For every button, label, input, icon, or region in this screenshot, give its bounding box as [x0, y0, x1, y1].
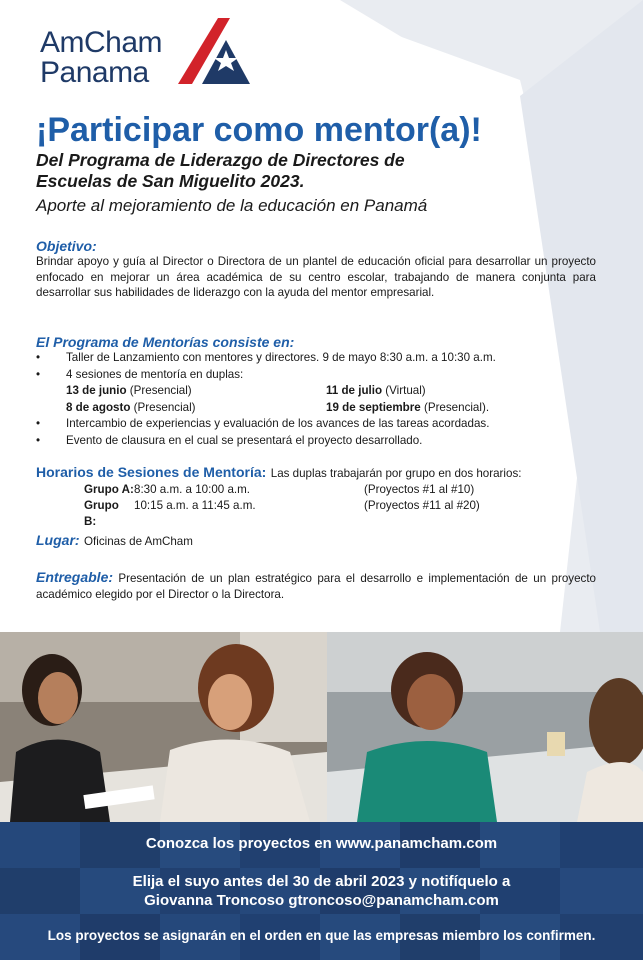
horarios-title: Horarios de Sesiones de Mentoría:	[36, 464, 267, 480]
footer-contact-line: Giovanna Troncoso gtroncoso@panamcham.com	[144, 892, 499, 909]
grupo-row: Grupo A: 8:30 a.m. a 10:00 a.m. (Proyectos #1 al #10)	[84, 483, 475, 496]
entregable-text: Presentación de un plan estratégico para el desarrollo e implementación de un proyecto académico elegido por el Director o la Directora.	[36, 572, 596, 601]
logo-text-line1: AmCham	[40, 26, 163, 59]
page-title: ¡Participar como mentor(a)!	[36, 111, 482, 149]
lugar-title: Lugar:	[36, 532, 80, 548]
subheadline-tagline: Aporte al mejoramiento de la educación en Panamá	[36, 196, 428, 215]
objetivo-section	[36, 238, 596, 301]
objetivo-text: Brindar apoyo y guía al Director o Directora de un plantel de educación oficial para desarrollar un proyecto enfocado en mejorar un área académica de su centro escolar, trabajando de manera conjunta para desarrollar sus habilidades de liderazgo con la ayuda del mentor empresarial.	[36, 255, 596, 299]
entregable-section	[36, 570, 596, 602]
horarios-intro: Las duplas trabajarán por grupo en dos horarios:	[270, 467, 522, 480]
footer-deadline	[0, 872, 643, 910]
session-item: 19 de septiembre (Presencial).	[326, 400, 490, 414]
logo-text-line2: Panama	[40, 56, 149, 89]
subheadline-line1: Del Programa de Liderazgo de Directores de	[36, 150, 405, 170]
photo-strip	[0, 632, 643, 822]
programa-list-continued	[36, 416, 606, 449]
subheadline	[36, 150, 506, 192]
list-item: • Taller de Lanzamiento con mentores y directores. 9 de mayo 8:30 a.m. a 10:30 a.m.	[36, 351, 496, 364]
session-item: 8 de agosto (Presencial)	[66, 400, 196, 414]
session-item: 11 de julio (Virtual)	[326, 384, 426, 397]
programa-section	[36, 334, 606, 449]
subheadline-line2: Escuelas de San Miguelito 2023.	[36, 171, 305, 191]
list-item: • 4 sesiones de mentoría en duplas:	[36, 367, 244, 381]
list-item: • Evento de clausura en el cual se presentará el proyecto desarrollado.	[36, 433, 423, 447]
horarios-section	[36, 464, 616, 530]
programa-title: El Programa de Mentorías consiste en:	[36, 334, 295, 350]
footer-note: Los proyectos se asignarán en el orden en que las empresas miembro los confirmen.	[47, 928, 596, 943]
lugar-text: Oficinas de AmCham	[84, 535, 193, 548]
mentoring-photo-right	[327, 632, 643, 822]
programa-list	[36, 350, 606, 383]
list-item: • Intercambio de experiencias y evaluación de los avances de las tareas acordadas.	[36, 417, 490, 430]
amcham-logo-mark	[172, 18, 254, 93]
footer-deadline-line: Elija el suyo antes del 30 de abril 2023 y notifíquelo a	[132, 873, 511, 890]
mentoring-photo-left	[0, 632, 327, 822]
footer-banner	[0, 822, 643, 960]
lugar-section	[36, 532, 193, 550]
amcham-logo	[40, 28, 162, 88]
footer-website-line: Conozca los proyectos en www.panamcham.com	[145, 835, 498, 852]
grupo-row: Grupo B: 10:15 a.m. a 11:45 a.m. (Proyectos #11 al #20)	[84, 499, 480, 528]
entregable-title: Entregable:	[36, 569, 114, 585]
sessions-grid	[36, 383, 606, 416]
session-item: 13 de junio (Presencial)	[66, 384, 192, 397]
objetivo-title: Objetivo:	[36, 238, 97, 254]
